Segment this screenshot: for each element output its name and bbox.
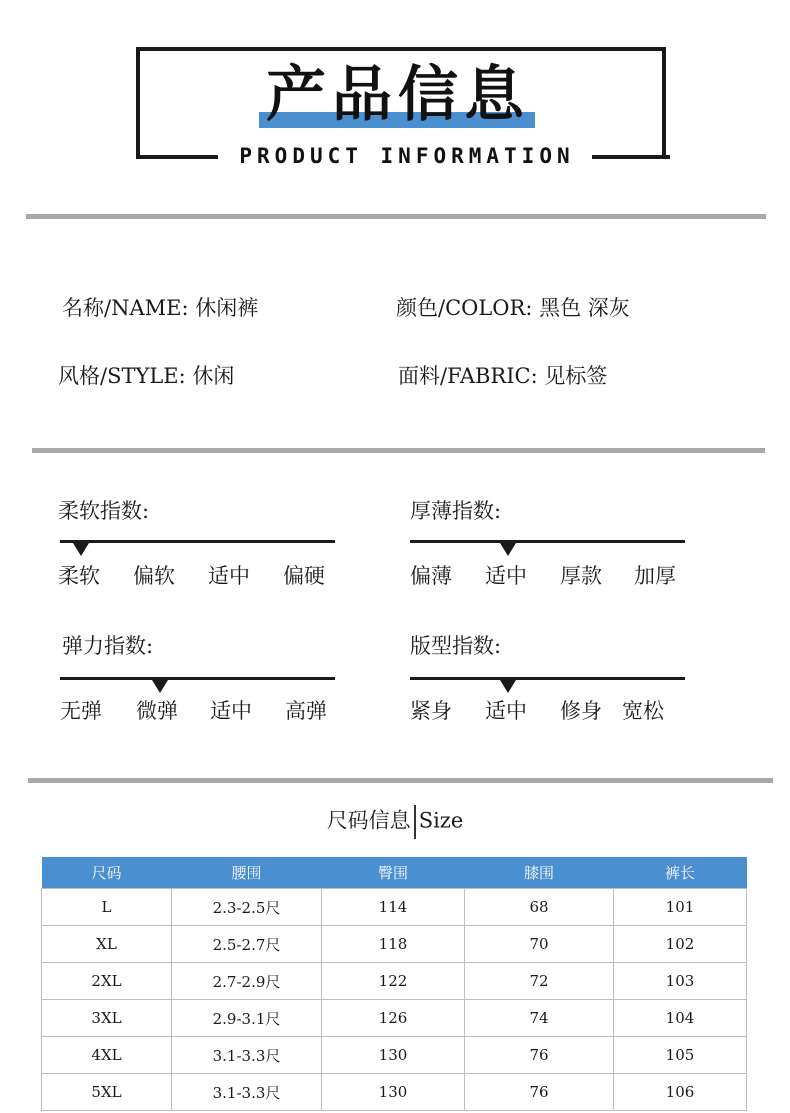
thickness-option: 适中 [485,564,527,588]
softness-option: 适中 [208,564,250,588]
table-cell: 74 [465,1000,614,1037]
table-cell: 76 [465,1037,614,1074]
table-cell: 68 [465,889,614,926]
info-fabric: 面料/FABRIC: 见标签 [398,364,608,388]
table-cell: 118 [322,926,465,963]
fit-index-label: 版型指数: [410,634,502,658]
table-cell: 104 [614,1000,747,1037]
elasticity-marker [152,680,168,693]
column-header: 膝围 [465,857,614,889]
table-cell: 70 [465,926,614,963]
thickness-option: 厚款 [560,564,602,588]
header-frame-edge [592,155,670,159]
size-table [41,857,747,1111]
info-style: 风格/STYLE: 休闲 [58,364,235,388]
fit-option: 宽松 [622,699,664,723]
elasticity-index-label: 弹力指数: [62,634,154,658]
size-section-title [0,805,790,839]
table-cell: 3XL [42,1000,172,1037]
table-cell: 2.7-2.9尺 [172,963,322,1000]
table-cell: 72 [465,963,614,1000]
table-row [42,963,747,1000]
info-color: 颜色/COLOR: 黑色 深灰 [396,296,630,320]
table-cell: 102 [614,926,747,963]
fit-option: 修身 [560,699,602,723]
table-cell: 3.1-3.3尺 [172,1074,322,1111]
divider [32,448,765,453]
table-cell: 130 [322,1037,465,1074]
table-cell: 3.1-3.3尺 [172,1037,322,1074]
table-row [42,1074,747,1111]
divider [28,778,773,783]
softness-marker [73,543,89,556]
elasticity-option: 无弹 [60,699,102,723]
title-separator [414,805,416,839]
thickness-option: 加厚 [634,564,676,588]
header-frame-edge [136,155,218,159]
column-header: 臀围 [322,857,465,889]
table-cell: 106 [614,1074,747,1111]
table-cell: 2XL [42,963,172,1000]
table-cell: 5XL [42,1074,172,1111]
thickness-scale-line [410,540,685,543]
table-cell: L [42,889,172,926]
table-cell: 2.5-2.7尺 [172,926,322,963]
table-cell: 76 [465,1074,614,1111]
table-row [42,1000,747,1037]
divider [26,214,766,219]
softness-scale-line [60,540,335,543]
elasticity-option: 微弹 [136,699,178,723]
table-cell: 105 [614,1037,747,1074]
fit-marker [500,680,516,693]
table-cell: 114 [322,889,465,926]
table-row [42,926,747,963]
table-cell: 126 [322,1000,465,1037]
table-cell: 122 [322,963,465,1000]
elasticity-option: 高弹 [285,699,327,723]
column-header: 裤长 [614,857,747,889]
table-cell: 130 [322,1074,465,1111]
table-cell: XL [42,926,172,963]
table-cell: 103 [614,963,747,1000]
elasticity-option: 适中 [210,699,252,723]
table-cell: 2.9-3.1尺 [172,1000,322,1037]
size-title-en: Size [418,808,464,833]
table-header-row [42,857,747,889]
fit-option: 紧身 [410,699,452,723]
table-row [42,889,747,926]
size-title-cn: 尺码信息 [326,808,411,833]
info-name: 名称/NAME: 休闲裤 [62,296,259,320]
softness-option: 柔软 [58,564,100,588]
table-cell: 4XL [42,1037,172,1074]
table-row [42,1037,747,1074]
softness-index-label: 柔软指数: [58,499,150,523]
thickness-marker [500,543,516,556]
page-title: 产品信息 [266,60,530,130]
thickness-option: 偏薄 [410,564,452,588]
column-header: 尺码 [42,857,172,889]
thickness-index-label: 厚薄指数: [410,499,502,523]
fit-option: 适中 [485,699,527,723]
softness-option: 偏硬 [283,564,325,588]
softness-option: 偏软 [133,564,175,588]
column-header: 腰围 [172,857,322,889]
fit-scale-line [410,677,685,680]
elasticity-scale-line [60,677,335,680]
table-cell: 2.3-2.5尺 [172,889,322,926]
page-subtitle: PRODUCT INFORMATION [239,144,575,168]
table-cell: 101 [614,889,747,926]
